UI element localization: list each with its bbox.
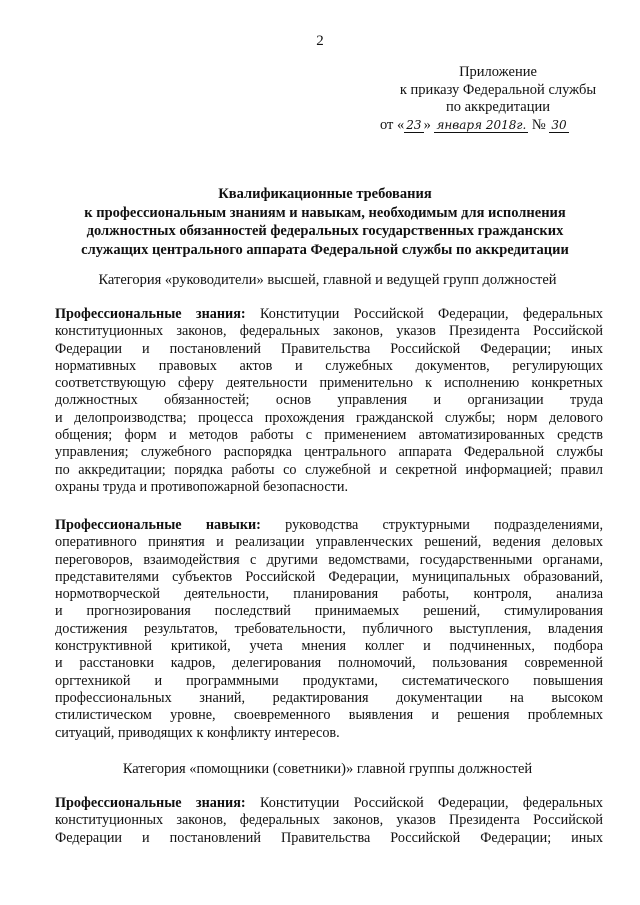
paragraph-line: нормотворческой деятельности, планирования работы, контроля, анализа bbox=[55, 586, 603, 603]
paragraph-line: и делопроизводства; процесса прохождения гражданской службы; норм делового bbox=[55, 409, 603, 426]
paragraph-line: конституционных законов, федеральных законов, указов Президента Российской bbox=[55, 323, 603, 340]
paragraph-line: достижения результатов, требовательности, публичного выступления, владения bbox=[55, 620, 603, 637]
paragraph-line: переговоров, взаимодействия с другими ведомствами, государственными органами, bbox=[55, 551, 603, 568]
category-heading-leaders: Категория «руководители» высшей, главной и ведущей групп должностей bbox=[98, 272, 557, 288]
paragraph-line: оперативного принятия и реализации управленческих решений, ведения деловых bbox=[55, 534, 603, 551]
appendix-agency: по аккредитации bbox=[445, 99, 551, 115]
knowledge-paragraph-leaders bbox=[55, 306, 603, 496]
date-mid: » bbox=[423, 116, 431, 133]
paragraph-line: общения; форм и методов работы с применением автоматизированных средств bbox=[55, 427, 603, 444]
paragraph-line: Федерации и постановлений Правительства Российской Федерации; иных bbox=[55, 340, 603, 357]
number-prefix: № bbox=[531, 116, 546, 133]
paragraph-line: Профессиональные знания: Конституции Российской Федерации, федеральных bbox=[55, 306, 603, 322]
title-line-3: должностных обязанностей федеральных государственных гражданских bbox=[86, 223, 564, 239]
paragraph-line: нормативных правовых актов и служебных документов, регулирующих bbox=[55, 357, 603, 374]
appendix-header bbox=[378, 64, 618, 134]
paragraph-line: охраны труда и противопожарной безопасности. bbox=[55, 478, 348, 495]
paragraph-line: ситуаций, приводящих к конфликту интересов. bbox=[55, 724, 340, 741]
paragraph-line: по аккредитации; порядка работы со служебной и секретной информацией; правил bbox=[55, 461, 603, 478]
paragraph-line: конституционных законов, федеральных законов, указов Президента Российской bbox=[55, 812, 603, 829]
paragraph-line: конструктивной критикой, учета мнения коллег и подчиненных, подбора bbox=[55, 638, 603, 655]
title-line-4: служащих центрального аппарата Федеральной службы по аккредитации bbox=[81, 241, 569, 258]
paragraph-line: соответствующую сферу деятельности применительно к исполнению конкретных bbox=[55, 375, 603, 392]
document-title bbox=[40, 185, 610, 259]
skills-paragraph-leaders bbox=[55, 517, 603, 742]
paragraph-line: представителями субъектов Российской Федерации, муниципальных образований, bbox=[55, 568, 603, 585]
title-line-2: к профессиональным знаниям и навыкам, необходимым для исполнения bbox=[84, 204, 566, 221]
appendix-date-line bbox=[378, 117, 618, 135]
paragraph-line: управления; служебного распорядка центрального аппарата Федеральной службы bbox=[55, 444, 603, 461]
knowledge-paragraph-assistants bbox=[55, 795, 603, 847]
paragraph-lead: Профессиональные знания: bbox=[55, 306, 246, 322]
paragraph-line: Профессиональные навыки: руководства структурными подразделениями, bbox=[55, 517, 603, 533]
appendix-label: Приложение bbox=[459, 64, 537, 80]
order-number: 30 bbox=[551, 117, 567, 132]
paragraph-line: оргтехникой и программными продуктами, систематического повышения bbox=[55, 672, 603, 689]
paragraph-lead: Профессиональные знания: bbox=[55, 795, 246, 811]
date-month-year: января 2018г. bbox=[436, 117, 527, 132]
appendix-order-ref: к приказу Федеральной службы bbox=[399, 81, 597, 98]
paragraph-line: и расстановки кадров, делегирования полномочий, пользования современной bbox=[55, 655, 603, 672]
paragraph-line: и прогнозирования последствий принимаемых решений, стимулирования bbox=[55, 603, 603, 620]
title-line-1: Квалификационные требования bbox=[218, 186, 432, 202]
category-heading-assistants: Категория «помощники (советники)» главной группы должностей bbox=[122, 761, 533, 777]
paragraph-line: Федерации и постановлений Правительства Российской Федерации; иных bbox=[55, 829, 603, 846]
paragraph-line: профессиональных знаний, редактирования документации на высоком bbox=[55, 689, 603, 706]
paragraph-line: стилистическом уровне, своевременного выявления и решения проблемных bbox=[55, 707, 603, 724]
date-prefix: от « bbox=[380, 116, 405, 133]
paragraph-line: Профессиональные знания: Конституции Российской Федерации, федеральных bbox=[55, 795, 603, 811]
page-number: 2 bbox=[316, 33, 324, 49]
paragraph-line: должностных обязанностей; основ управления и организации труда bbox=[55, 392, 603, 409]
date-day: 23 bbox=[406, 117, 422, 132]
paragraph-lead: Профессиональные навыки: bbox=[55, 517, 261, 533]
